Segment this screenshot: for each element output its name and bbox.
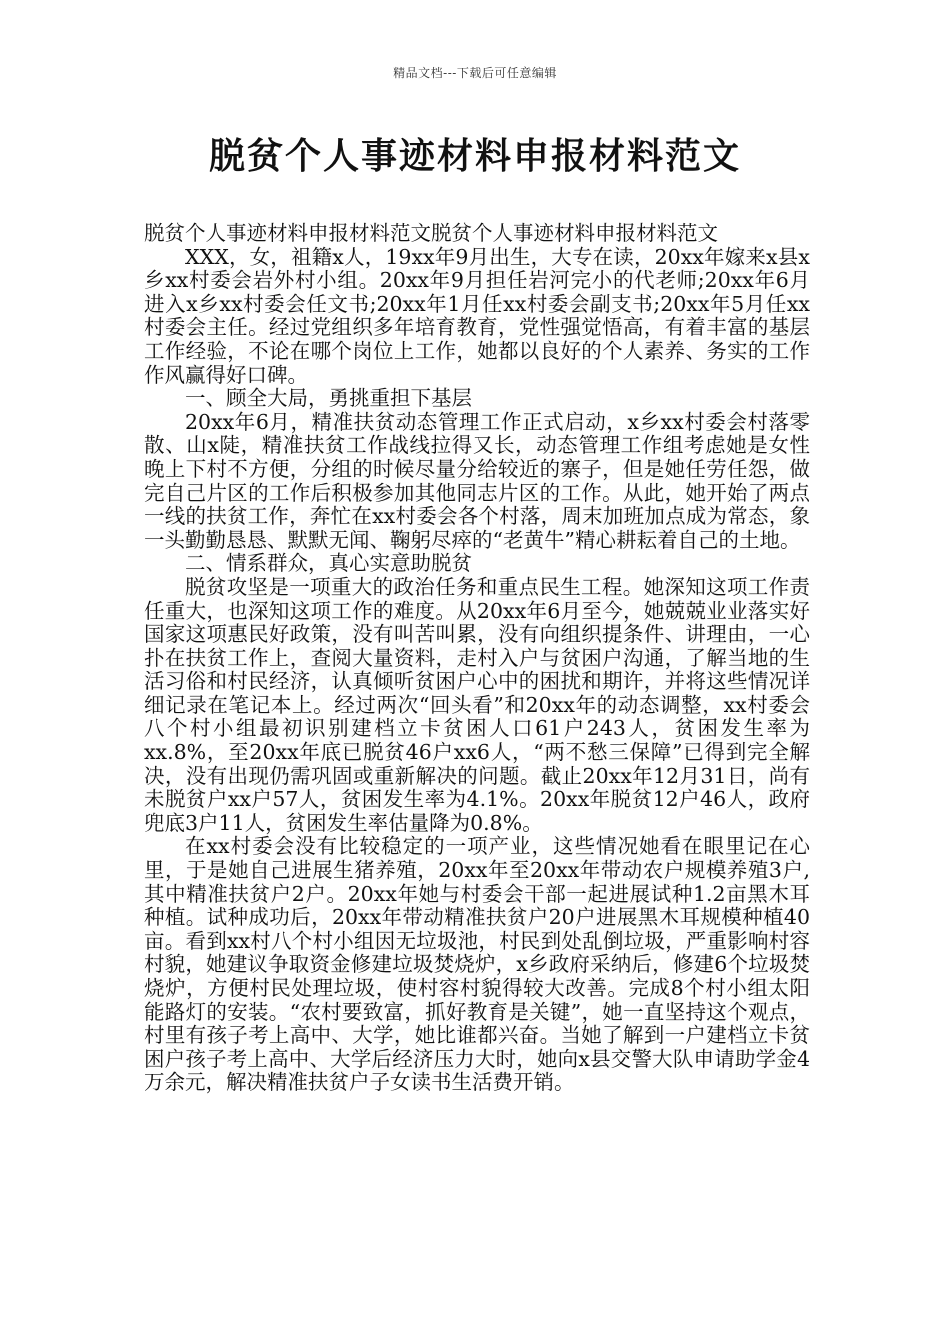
section-1-heading: 一、顾全大局，勇挑重担下基层 xyxy=(185,386,472,411)
section-2-paragraph-2: 在xx村委会没有比较稳定的一项产业，这些情况她看在眼里记在心里，于是她自己进展生猪养殖，20xx年至20xx年带动农户规模养殖3户,其中精准扶贫户2户。20xx年她与村委会干部一起进展试种1.2亩黑木耳种植。试种成功后，20xx年带动精准扶贫户20户进展黑木耳规模种植40亩。看到xx村八个村小组因无垃圾池，村民到处乱倒垃圾，严重影响村容村貌，她建议争取资金修建垃圾焚烧炉，x乡政府采纳后，修建6个垃圾焚烧炉，方便村民处理垃圾，使村容村貌得较大改善。完成8个村小组太阳能路灯的安装。“农村要致富，抓好教育是关键”，她一直坚持这个观点，村里有孩子考上高中、大学，她比谁都兴奋。当她了解到一户建档立卡贫困户孩子考上高中、大学后经济压力大时，她向x县交警大队申请助学金4万余元，解决精准扶贫户子女读书生活费开销。 xyxy=(144,834,810,1095)
intro-paragraph: XXX，女，祖籍x人，19xx年9月出生，大专在读，20xx年嫁来x县x乡xx村委会岩外村小组。20xx年9月担任岩河完小的代老师;20xx年6月进入x乡xx村委会任文书;20xx年1月任xx村委会副支书;20xx年5月任xx村委会主任。经过党组织多年培育教育，党性强觉悟高，有着丰富的基层工作经验，不论在哪个岗位上工作，她都以良好的个人素养、务实的工作作风赢得好口碑。 xyxy=(144,244,810,387)
section-1-paragraph: 20xx年6月，精准扶贫动态管理工作正式启动，x乡xx村委会村落零散、山x陡，精准扶贫工作战线拉得又长，动态管理工作组考虑她是女性晚上下村不方便，分组的时候尽量分给较近的寨子，但是她任劳任怨，做完自己片区的工作后积极参加其他同志片区的工作。从此，她开始了两点一线的扶贫工作，奔忙在xx村委会各个村落，周末加班加点成为常态，象一头勤勤恳恳、默默无闻、鞠躬尽瘁的“老黄牛”精心耕耘着自己的土地。 xyxy=(144,409,810,552)
page-header-note: 精品文档---下载后可任意编辑 xyxy=(393,66,557,80)
document-title: 脱贫个人事迹材料申报材料范文 xyxy=(208,136,741,177)
lead-paragraph: 脱贫个人事迹材料申报材料范文脱贫个人事迹材料申报材料范文 xyxy=(144,221,718,245)
document-body xyxy=(144,222,810,1095)
section-2-heading: 二、情系群众，真心实意助脱贫 xyxy=(185,551,472,576)
section-2-paragraph-1: 脱贫攻坚是一项重大的政治任务和重点民生工程。她深知这项工作责任重大，也深知这项工作的难度。从20xx年6月至今，她兢兢业业落实好国家这项惠民好政策，没有叫苦叫累，没有向组织提条件、讲理由，一心扑在扶贫工作上，查阅大量资料，走村入户与贫困户沟通，了解当地的生活习俗和村民经济，认真倾听贫困户心中的困扰和期许，并将这些情况详细记录在笔记本上。经过两次“回头看”和20xx年的动态调整，xx村委会八个村小组最初识别建档立卡贫困人口61户243人，贫困发生率为xx.8%，至20xx年底已脱贫46户xx6人，“两不愁三保障”已得到完全解决，没有出现仍需巩固或重新解决的问题。截止20xx年12月31日，尚有未脱贫户xx户57人，贫困发生率为4.1%。20xx年脱贫12户46人，政府兜底3户11人，贫困发生率估量降为0.8%。 xyxy=(144,574,810,835)
